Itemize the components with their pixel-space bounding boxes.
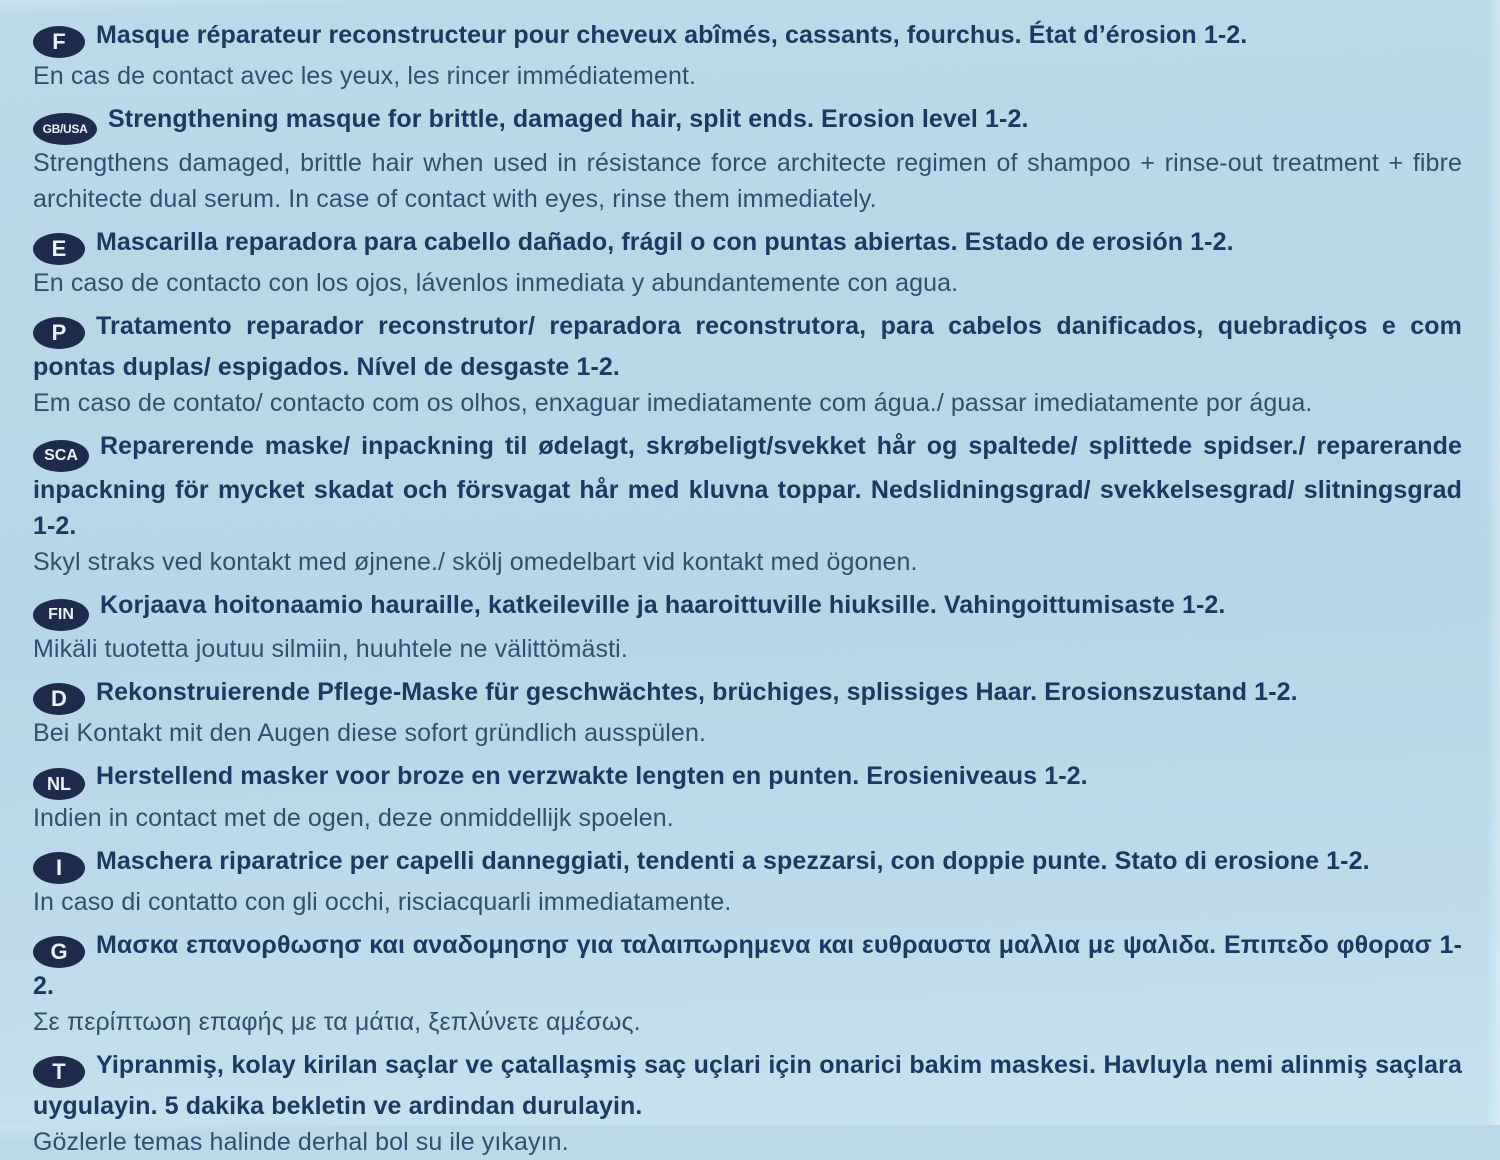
language-section-greek	[33, 927, 1462, 1040]
eye-warning-de: Bei Kontakt mit den Augen diese sofort gründlich ausspülen.	[33, 719, 706, 747]
description-text: Μασκα επανορθωσησ και αναδομησησ για ταλαιπωρημενα και ευθραυστα μαλλια με ψαλιδα. Επιπεδο φθορασ 1-2.	[33, 931, 1462, 1000]
language-section-portuguese	[33, 308, 1462, 421]
description-text: Rekonstruierende Pflege-Maske für geschwächtes, brüchiges, splissiges Haar. Erosionszustand 1-2.	[96, 678, 1298, 706]
description-text: Korjaava hoitonaamio hauraille, katkeileville ja haaroittuville hiuksille. Vahingoittumisaste 1-2.	[100, 591, 1226, 619]
language-badge-i: I	[33, 852, 85, 884]
product-description-nl	[33, 758, 1462, 800]
eye-warning-es: En caso de contacto con los ojos, lávenlos inmediata y abundantemente con agua.	[33, 269, 959, 297]
description-text: Maschera riparatrice per capelli danneggiati, tendenti a spezzarsi, con doppie punte. Stato di erosione 1-2.	[96, 847, 1370, 875]
description-text: Reparerende maske/ inpackning til ødelagt, skrøbeligt/svekket hår og spaltede/ splittede spidser./ reparerande inpackning för mycket skadat och försvagat hår med kluvna toppar. Nedslidningsgrad/ svekkelsesgrad/ slitningsgrad 1-2.	[33, 432, 1462, 540]
product-description-tr	[33, 1047, 1462, 1124]
language-badge-nl: NL	[33, 768, 85, 800]
language-section-scandinavian	[33, 428, 1462, 580]
product-description-sca	[33, 428, 1462, 544]
language-badge-gb-usa: GB/USA	[33, 113, 97, 145]
eye-warning-fi: Mikäli tuotetta joutuu silmiin, huuhtele ne välittömästi.	[33, 635, 628, 663]
product-description-it	[33, 843, 1462, 884]
language-badge-f: F	[33, 26, 85, 58]
product-description-fr	[33, 17, 1462, 58]
language-badge-sca: SCA	[33, 440, 89, 472]
product-description-es	[33, 224, 1462, 265]
eye-warning-tr: Gözlerle temas halinde derhal bol su ile yıkayın.	[33, 1128, 569, 1156]
eye-warning-it: In caso di contatto con gli occhi, risciacquarli immediatamente.	[33, 888, 732, 916]
language-section-german	[33, 674, 1462, 751]
description-text: Mascarilla reparadora para cabello dañado, frágil o con puntas abiertas. Estado de erosión 1-2.	[96, 228, 1234, 256]
language-badge-t: T	[33, 1056, 85, 1088]
language-badge-e: E	[33, 233, 85, 265]
language-section-dutch	[33, 758, 1462, 836]
language-section-italian	[33, 843, 1462, 920]
eye-warning-el: Σε περίπτωση επαφής με τα μάτια, ξεπλύνετε αμέσως.	[33, 1008, 641, 1036]
eye-warning-sca: Skyl straks ved kontakt med øjnene./ skölj omedelbart vid kontakt med ögonen.	[33, 548, 918, 576]
language-badge-p: P	[33, 317, 85, 349]
product-description-pt	[33, 308, 1462, 385]
product-description-fi	[33, 587, 1462, 631]
eye-warning-nl: Indien in contact met de ogen, deze onmiddellijk spoelen.	[33, 804, 674, 832]
eye-warning-pt: Em caso de contato/ contacto com os olhos, enxaguar imediatamente com água./ passar imediatamente por água.	[33, 389, 1313, 417]
language-badge-fin: FIN	[33, 599, 89, 631]
language-section-english	[33, 101, 1462, 217]
usage-and-eye-warning-en: Strengthens damaged, brittle hair when used in résistance force architecte regimen of shampoo + rinse-out treatment + fibre architecte dual serum. In case of contact with eyes, rinse them immediately.	[33, 149, 1462, 213]
language-badge-g: G	[33, 936, 85, 968]
eye-warning-fr: En cas de contact avec les yeux, les rincer immédiatement.	[33, 62, 697, 90]
description-text: Masque réparateur reconstructeur pour cheveux abîmés, cassants, fourchus. État d’érosion 1-2.	[96, 21, 1248, 49]
description-text: Yipranmiş, kolay kirilan saçlar ve çatallaşmiş saç uçlari için onarici bakim maskesi. Havluyla nemi alinmiş saçlara uygulayin. 5 dakika bekletin ve ardindan durulayin.	[33, 1051, 1462, 1120]
language-badge-d: D	[33, 683, 85, 715]
language-section-turkish	[33, 1047, 1462, 1160]
language-section-spanish	[33, 224, 1462, 301]
language-section-finnish	[33, 587, 1462, 667]
description-text: Strengthening masque for brittle, damaged hair, split ends. Erosion level 1-2.	[108, 105, 1029, 133]
product-description-en	[33, 101, 1462, 145]
description-text: Herstellend masker voor broze en verzwakte lengten en punten. Erosieniveaus 1-2.	[96, 762, 1088, 790]
product-description-de	[33, 674, 1462, 715]
description-text: Tratamento reparador reconstrutor/ reparadora reconstrutora, para cabelos danificados, quebradiços e com pontas duplas/ espigados. Nível de desgaste 1-2.	[33, 312, 1462, 381]
product-description-el	[33, 927, 1462, 1004]
language-section-french	[33, 17, 1462, 94]
